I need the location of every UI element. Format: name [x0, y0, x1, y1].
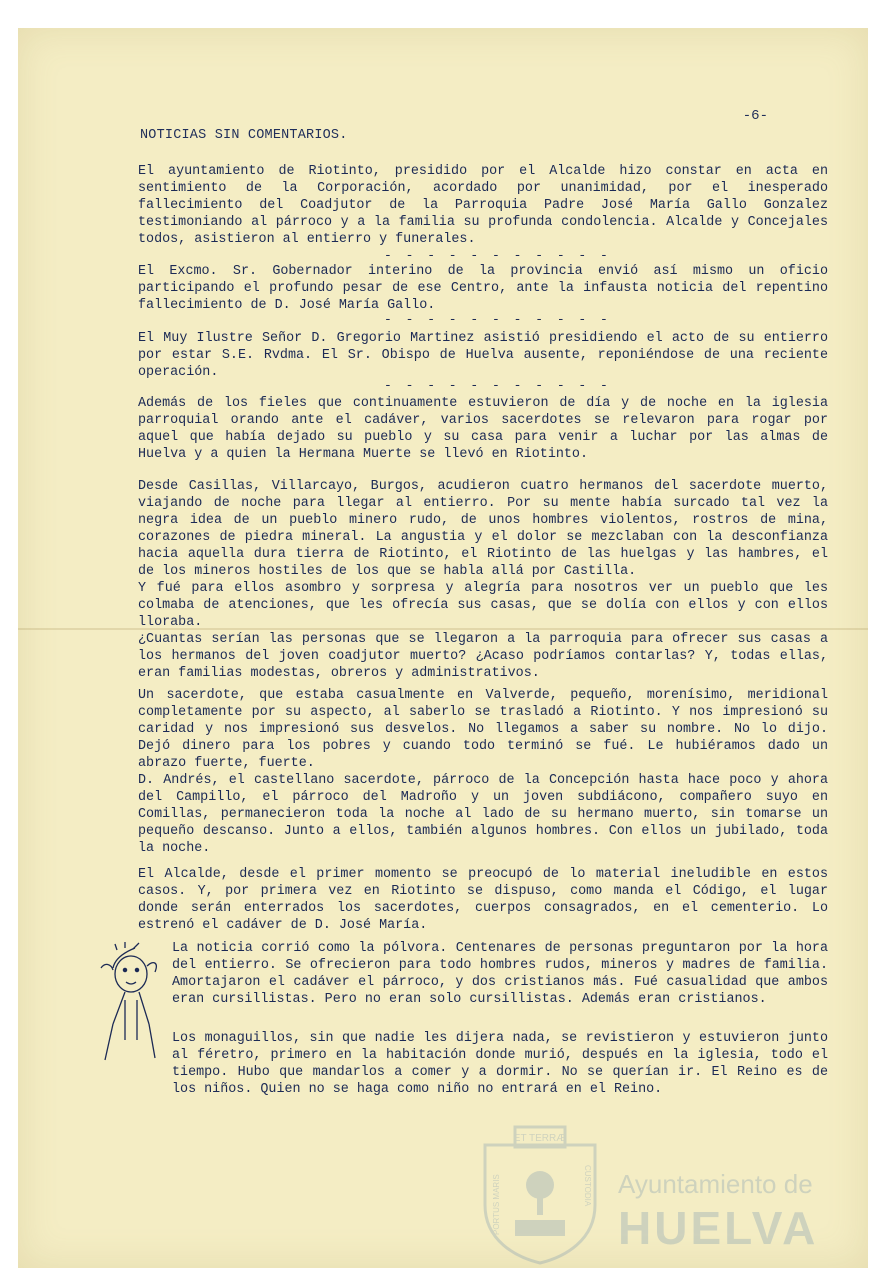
paragraph-5: Desde Casillas, Villarcayo, Burgos, acudieron cuatro hermanos del sacerdote muerto, viajando de noche para llegar al entierro. Por su mente había surcado tal vez la negra idea de un pueblo minero rudo, de unos hombres violentos, rostros de mina, corazones de piedra mineral. La angustia y el dolor se mezclaban con la desconfianza hacia aquella dura tierra de Riotinto, el Riotinto de las huelgas y las hambres, el de los mineros hostiles de los que se habla allá por Castilla. Y fué para ellos asombro y sorpresa y alegría para nosotros ver un pueblo que les colmaba de atenciones, que les ofrecía sus casas, que se dolía con ellos y con ellos lloraba. ¿Cuantas serían las personas que se llegaron a la parroquia para ofrecer sus casas a los hermanos del joven coadjutor muerto? ¿Acaso podríamos contarlas? Y, todas ellas, eran familias modestas, obreros y administrativos. [138, 479, 828, 681]
huelva-coat-of-arms-icon [475, 1125, 605, 1265]
ink-sketch-figure-icon [95, 940, 170, 1065]
svg-text:CUSTODIA: CUSTODIA [583, 1165, 592, 1207]
separator-3: - - - - - - - - - - - [384, 378, 611, 393]
paragraph-7: D. Andrés, el castellano sacerdote, párroco de la Concepción hasta hace poco y ahora del Campillo, el párroco del Madroño y un joven subdiácono, compañero suyo en Comillas, permanecieron toda la noche al lado de su hermano muerto, sin tomarse un pequeño descanso. Junto a ellos, también algunos hombres. Con ellos un jubilado, toda la noche. [138, 773, 828, 856]
separator-2: - - - - - - - - - - - [384, 312, 611, 327]
paragraph-10: Los monaguillos, sin que nadie les dijera nada, se revistieron y estuvieron junto al féretro, primero en la habitación donde murió, después en la iglesia, todo el tiempo. Hubo que mandarlos a comer y a dormir. No se querían ir. El Reino es de los niños. Quien no se haga como niño no entrará en el Reino. [172, 1031, 828, 1097]
ayuntamiento-huelva-watermark [470, 1125, 850, 1265]
watermark-line-1: Ayuntamiento de [618, 1169, 813, 1199]
paragraph-3: El Muy Ilustre Señor D. Gregorio Martinez asistió presidiendo el acto de su entierro por estar S.E. Rvdma. El Sr. Obispo de Huelva ausente, reponiéndose de una reciente operación. [138, 331, 828, 380]
separator-1: - - - - - - - - - - - [384, 248, 611, 263]
paragraph-4: Además de los fieles que continuamente estuvieron de día y de noche en la iglesia parroquial orando ante el cadáver, varios sacerdotes se relevaron para rogar por aquel que había dejado su pueblo y su casa para venir a luchar por las almas de Huelva y a quien la Hermana Muerte se llevó en Riotinto. [138, 396, 828, 462]
svg-text:ET TERRÆ: ET TERRÆ [513, 1133, 567, 1144]
watermark-line-2: HUELVA [618, 1202, 819, 1254]
page-number: -6- [742, 108, 768, 124]
paragraph-2: El Excmo. Sr. Gobernador interino de la provincia envió así mismo un oficio participando el profundo pesar de ese Centro, ante la infausta noticia del repentino fallecimiento de D. José María Gallo. [138, 264, 828, 313]
svg-text:PORTUS MARIS: PORTUS MARIS [492, 1174, 501, 1235]
paragraph-1: El ayuntamiento de Riotinto, presidido por el Alcalde hizo constar en acta en sentimiento de la Corporación, acordado por unanimidad, por el inesperado fallecimiento del Coadjutor de la Parroquia Padre José María Gallo Gonzalez testimoniando al párroco y a la familia su profunda condolencia. Alcalde y Concejales todos, asistieron al entierro y funerales. [138, 164, 828, 247]
paragraph-6: Un sacerdote, que estaba casualmente en Valverde, pequeño, morenísimo, meridional completamente por su aspecto, al saberlo se trasladó a Riotinto. Y nos impresionó su caridad y nos impresionó sus desvelos. No llegamos a saber su nombre. No lo dijo. Dejó dinero para los pobres y cuando todo terminó se fué. Le hubiéramos dado un abrazo fuerte, fuerte. [138, 688, 828, 771]
paragraph-8: El Alcalde, desde el primer momento se preocupó de lo material ineludible en estos casos. Y, por primera vez en Riotinto se dispuso, como manda el Código, el lugar donde serán enterrados los sacerdotes, cuerpos consagrados, en el cementerio. Lo estrenó el cadáver de D. José María. [138, 867, 828, 933]
document-title: NOTICIAS SIN COMENTARIOS. [140, 128, 348, 143]
paragraph-9: La noticia corrió como la pólvora. Centenares de personas preguntaron por la hora del entierro. Se ofrecieron para todo hombres rudos, mineros y madres de familia. Amortajaron el cadáver el párroco, y dos cristianos más. Fué casualidad que ambos eran cursillistas. Pero no eran solo cursillistas. Además eran cristianos. [172, 941, 828, 1007]
